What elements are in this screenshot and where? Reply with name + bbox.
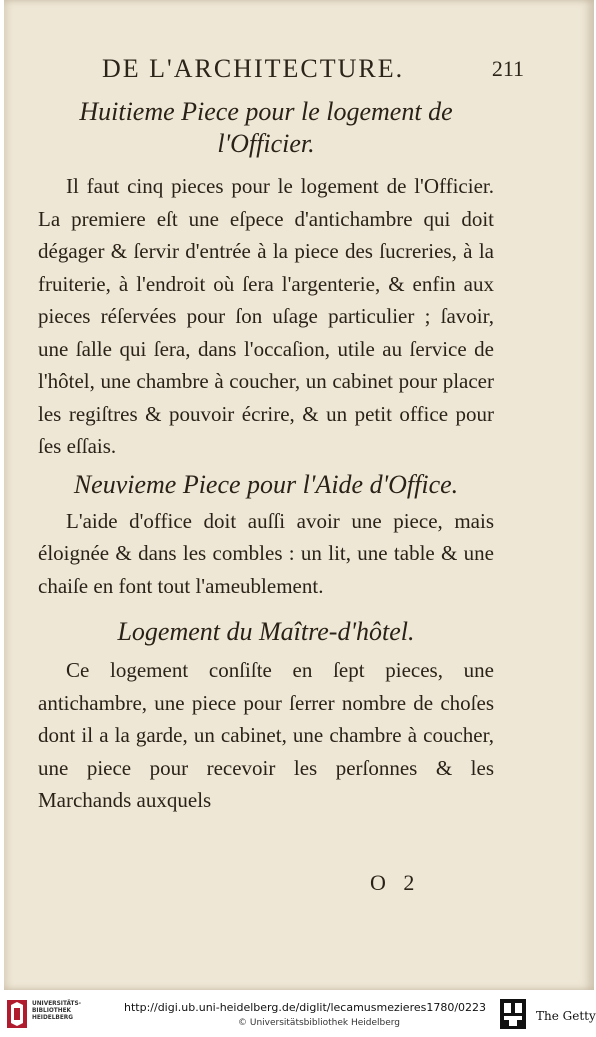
heading-line-2: l'Officier. <box>217 129 315 158</box>
partner-name: The Getty <box>536 1009 596 1023</box>
heading-line-1: Huitieme Piece pour le logement de <box>79 97 453 126</box>
signature-mark: O 2 <box>370 870 421 895</box>
university-logo-icon <box>6 999 28 1029</box>
section-heading-neuvieme: Neuvieme Piece pour l'Aide d'Office. <box>73 469 459 499</box>
document-url-link[interactable]: http://digi.ub.uni-heidelberg.de/diglit/lecamusmezieres1780/0223 <box>124 1001 487 1014</box>
section-heading-maitre-d-hotel: Logement du Maître-d'hôtel. <box>117 617 415 646</box>
paragraph-neuvieme: L'aide d'office doit auſſi avoir une piece, mais éloignée & dans les combles : un lit, une table & une chaiſe en font tout l'ameublement. <box>38 508 494 598</box>
section-heading-huitieme <box>38 96 494 160</box>
running-head <box>84 52 524 86</box>
viewer-footer <box>0 995 596 1037</box>
getty-logo-icon <box>500 999 526 1029</box>
institution-name: UNIVERSITÄTS-BIBLIOTHEK HEIDELBERG <box>32 1001 82 1021</box>
paragraph-maitre-d-hotel: Ce logement conſiſte en ſept pieces, une antichambre, une piece pour ſerrer nombre de choſes dont il a la garde, un cabinet, une chambre à coucher, une piece pour recevoir les perſonnes & les Marchands auxquels <box>38 658 494 812</box>
page-number: 211 <box>491 56 524 81</box>
copyright-text: © Universitätsbibliothek Heidelberg <box>238 1018 401 1028</box>
paragraph-huitieme: Il faut cinq pieces pour le logement de l'Officier. La premiere eſt une eſpece d'antichambre qui doit dégager & ſervir d'entrée à la piece des ſucreries, à la fruiterie, à l'endroit où ſera l'argenterie, & enfin aux pieces réſervées pour ſon uſage particulier ; ſavoir, une ſalle qui ſera, dans l'occaſion, utile au ſervice de l'hôtel, une chambre à coucher, un cabinet pour placer les regiſtres & pouvoir écrire, & un petit office pour ſes eſſais. <box>38 174 494 458</box>
page-text <box>38 90 494 817</box>
running-title: DE L'ARCHITECTURE. <box>102 54 405 83</box>
book-page <box>4 0 594 990</box>
